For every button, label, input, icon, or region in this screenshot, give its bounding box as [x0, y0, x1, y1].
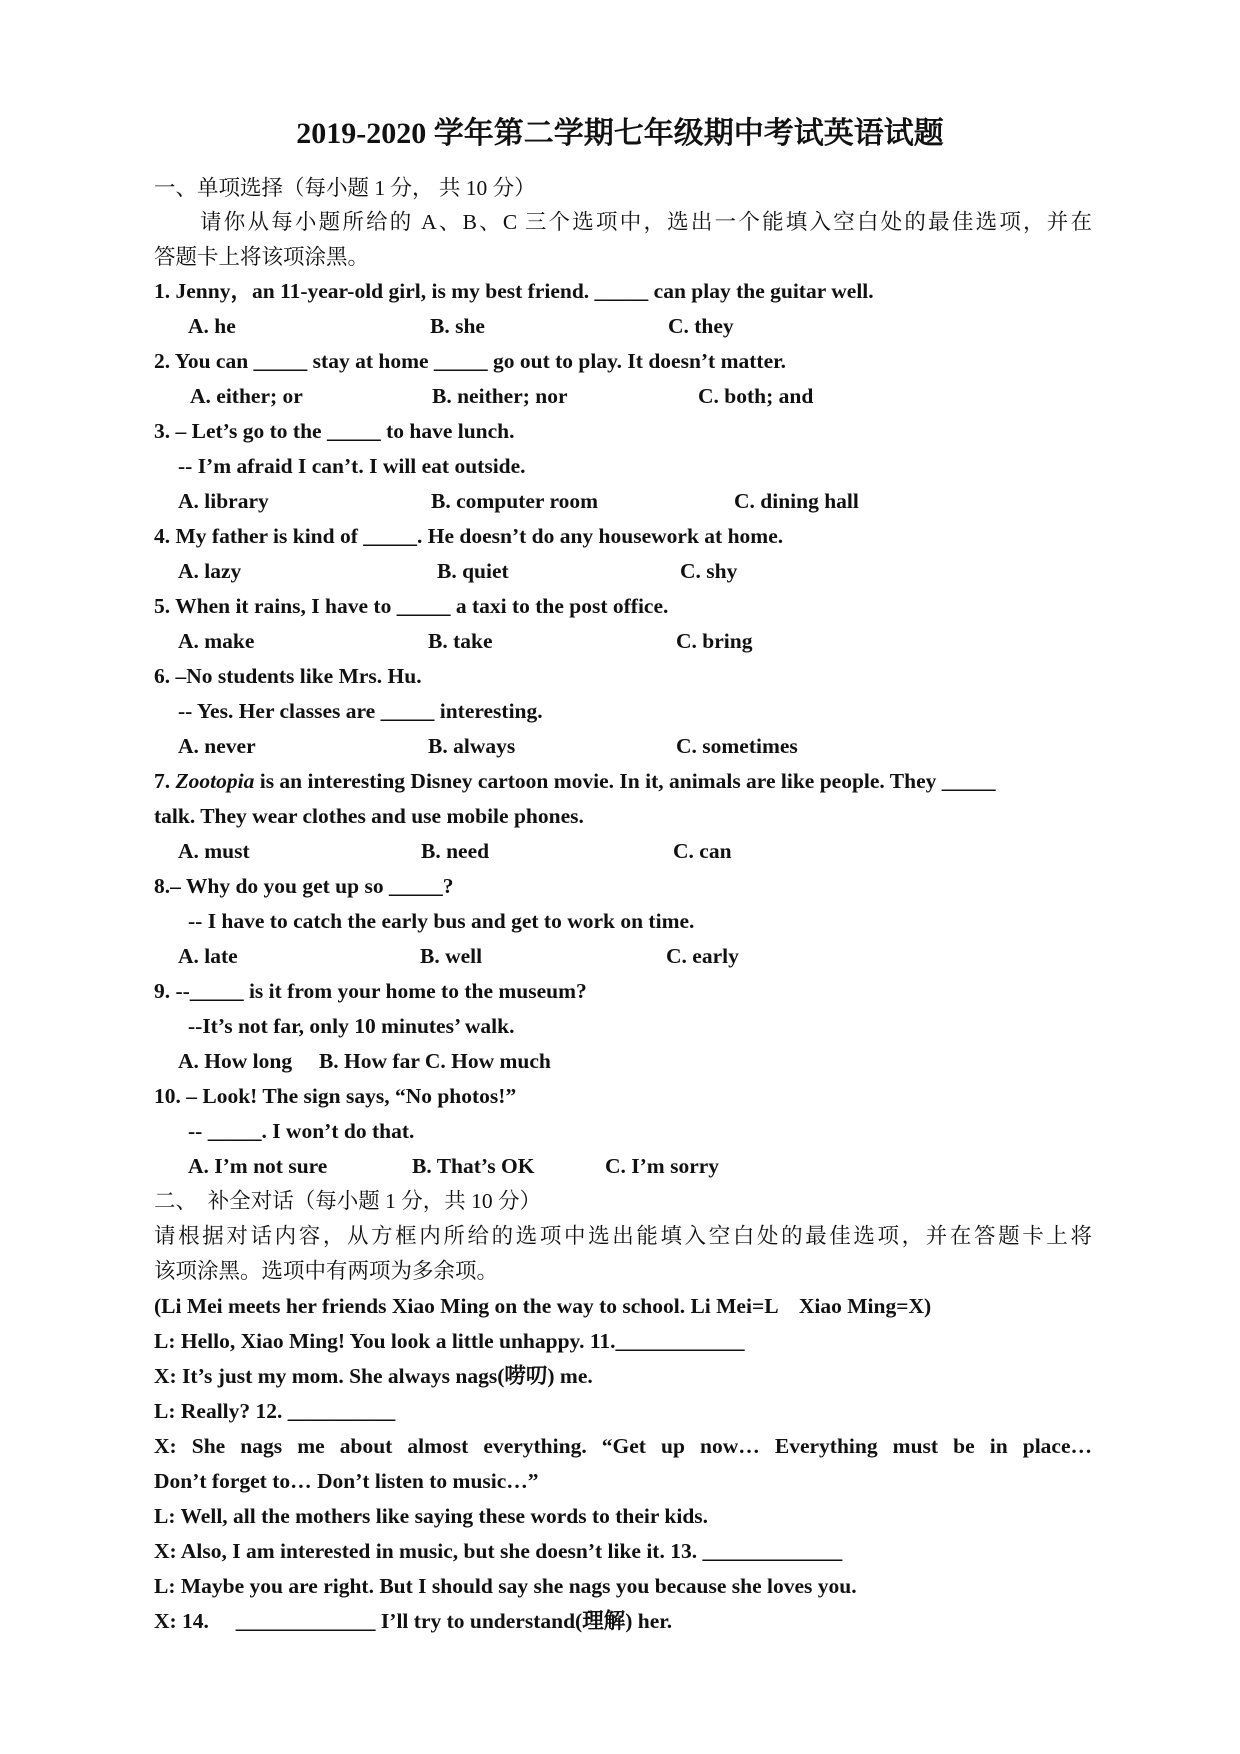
question-6-option-b: B. always: [428, 734, 516, 758]
dialogue-line-9: X: 14. _____________ I’ll try to understand(理解) her.: [154, 1609, 673, 1633]
question-3-option-b: B. computer room: [431, 489, 599, 513]
question-3-option-c: C. dining hall: [734, 489, 859, 513]
question-10-stem: 10. – Look! The sign says, “No photos!”: [154, 1084, 517, 1108]
section2-heading: 二、 补全对话（每小题 1 分，共 10 分）: [154, 1189, 542, 1213]
question-2-option-a: A. either; or: [190, 384, 303, 408]
question-10-option-b: B. That’s OK: [412, 1154, 535, 1178]
dialogue-intro: (Li Mei meets her friends Xiao Ming on the way to school. Li Mei=L Xiao Ming=X): [154, 1294, 932, 1318]
question-7-stem: [154, 766, 1094, 796]
question-10-stem-line2: -- _____. I won’t do that.: [188, 1119, 415, 1143]
question-3-stem-line2: -- I’m afraid I can’t. I will eat outside.: [178, 454, 526, 478]
section1-instruction-line2: 答题卡上将该项涂黑。: [154, 245, 370, 269]
question-10-option-a: A. I’m not sure: [188, 1154, 328, 1178]
section1-heading: 一、单项选择（每小题 1 分， 共 10 分）: [154, 176, 536, 200]
dialogue-line-4: X: She nags me about almost everything. “Get up now… Everything must be in place…: [154, 1434, 1092, 1458]
question-5-option-a: A. make: [178, 629, 255, 653]
section2-instruction-line2: 该项涂黑。选项中有两项为多余项。: [154, 1259, 499, 1283]
question-9-stem: 9. --_____ is it from your home to the museum?: [154, 979, 587, 1003]
question-4-option-c: C. shy: [680, 559, 738, 583]
question-3-option-a: A. library: [178, 489, 269, 513]
question-3-stem: 3. – Let’s go to the _____ to have lunch.: [154, 419, 515, 443]
question-6-option-c: C. sometimes: [676, 734, 798, 758]
question-2-stem: 2. You can _____ stay at home _____ go out to play. It doesn’t matter.: [154, 349, 787, 373]
dialogue-line-6: L: Well, all the mothers like saying these words to their kids.: [154, 1504, 709, 1528]
question-1-stem: 1. Jenny，an 11-year-old girl, is my best friend. _____ can play the guitar well.: [154, 279, 874, 303]
exam-title: 2019-2020 学年第二学期七年级期中考试英语试题: [296, 117, 944, 150]
question-6-stem-line2: -- Yes. Her classes are _____ interesting.: [178, 699, 543, 723]
question-4-option-a: A. lazy: [178, 559, 242, 583]
question-7-option-c: C. can: [673, 839, 732, 863]
question-4-stem: 4. My father is kind of _____. He doesn’t do any housework at home.: [154, 524, 784, 548]
question-5-option-c: C. bring: [676, 629, 753, 653]
question-7-stem-line2: talk. They wear clothes and use mobile phones.: [154, 804, 584, 828]
question-8-option-a: A. late: [178, 944, 238, 968]
question-9-stem-line2: --It’s not far, only 10 minutes’ walk.: [188, 1014, 515, 1038]
dialogue-line-8: L: Maybe you are right. But I should say she nags you because she loves you.: [154, 1574, 857, 1598]
question-7-number: 7.: [154, 769, 176, 793]
section2-instruction-line1: 请根据对话内容，从方框内所给的选项中选出能填入空白处的最佳选项，并在答题卡上将: [154, 1224, 1092, 1248]
question-5-option-b: B. take: [428, 629, 493, 653]
dialogue-line-3: L: Really? 12. __________: [154, 1399, 396, 1423]
dialogue-line-5: Don’t forget to… Don’t listen to music…”: [154, 1469, 539, 1493]
question-8-option-b: B. well: [420, 944, 483, 968]
question-1-option-b: B. she: [430, 314, 485, 338]
question-6-option-a: A. never: [178, 734, 256, 758]
question-5-stem: 5. When it rains, I have to _____ a taxi to the post office.: [154, 594, 669, 618]
question-7-option-b: B. need: [421, 839, 490, 863]
question-7-movie-title: Zootopia: [175, 769, 255, 793]
dialogue-line-7: X: Also, I am interested in music, but she doesn’t like it. 13. _____________: [154, 1539, 843, 1563]
question-8-stem: 8.– Why do you get up so _____?: [154, 874, 454, 898]
question-7-option-a: A. must: [178, 839, 250, 863]
dialogue-line-1: L: Hello, Xiao Ming! You look a little unhappy. 11.____________: [154, 1329, 745, 1353]
question-8-option-c: C. early: [666, 944, 739, 968]
question-1-option-a: A. he: [188, 314, 236, 338]
question-6-stem: 6. –No students like Mrs. Hu.: [154, 664, 422, 688]
question-2-option-b: B. neither; nor: [432, 384, 568, 408]
question-10-option-c: C. I’m sorry: [605, 1154, 720, 1178]
dialogue-line-2: X: It’s just my mom. She always nags(唠叨) me.: [154, 1364, 593, 1388]
question-8-stem-line2: -- I have to catch the early bus and get to work on time.: [188, 909, 695, 933]
question-4-option-b: B. quiet: [437, 559, 509, 583]
question-7-stem-rest: is an interesting Disney cartoon movie. In it, animals are like people. They _____: [254, 769, 996, 793]
question-2-option-c: C. both; and: [698, 384, 814, 408]
question-1-option-c: C. they: [668, 314, 734, 338]
section1-instruction-line1: 请你从每小题所给的 A、B、C 三个选项中，选出一个能填入空白处的最佳选项，并在: [200, 210, 1092, 234]
question-9-options: A. How long B. How far C. How much: [178, 1049, 551, 1073]
